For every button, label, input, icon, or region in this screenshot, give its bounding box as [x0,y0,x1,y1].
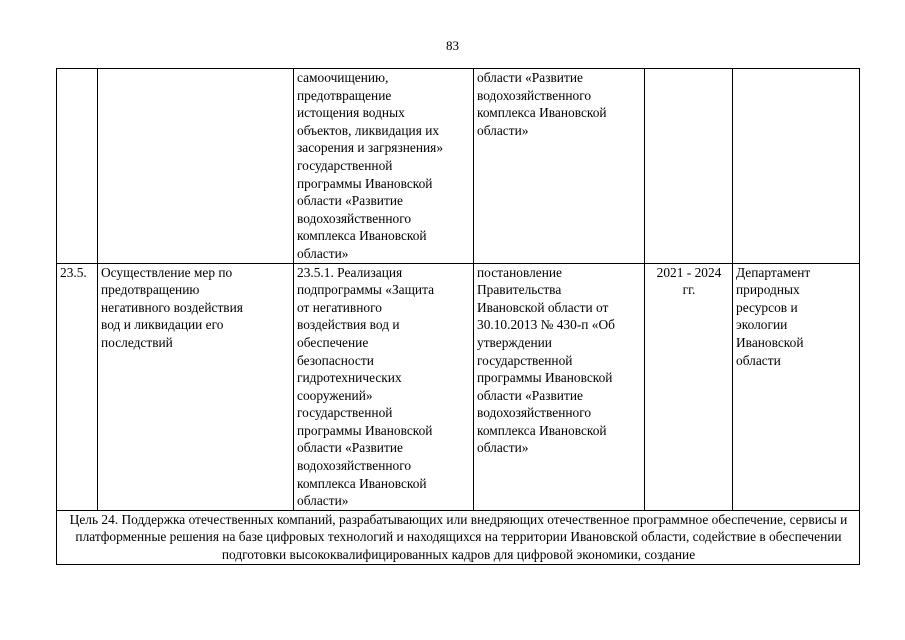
subprogram-cell: 23.5.1. Реализация подпрограммы «Защита от негативного воздействия вод и обеспечение безопасности гидротехнических сооружений» государственной программы Ивановской области «Развитие водохозяйственного комплекса Ивановской области» [294,263,474,510]
measure-name-cell: Осуществление мер по предотвращению негативного воздействия вод и ликвидации его последствий [98,263,294,510]
table-row [57,69,860,264]
legal-document-cell: области «Развитие водохозяйственного комплекса Ивановской области» [474,69,645,264]
measure-name-cell [98,69,294,264]
period-cell: 2021 - 2024 гг. [645,263,733,510]
subprogram-cell: самоочищению, предотвращение истощения водных объектов, ликвидация их засорения и загрязнения» государственной программы Ивановской области «Развитие водохозяйственного комплекса Ивановской области» [294,69,474,264]
goal-row [57,510,860,564]
measures-table [56,68,860,565]
executor-cell: Департамент природных ресурсов и экологии Ивановской области [733,263,860,510]
executor-cell [733,69,860,264]
page-number: 83 [446,38,459,53]
row-number-cell [57,69,98,264]
table-row [57,263,860,510]
row-number-cell: 23.5. [57,263,98,510]
goal-text-cell: Цель 24. Поддержка отечественных компаний, разрабатывающих или внедряющих отечественное программное обеспечение, сервисы и платформенные решения на базе цифровых технологий и находящихся на территории Ивановской области, содействие в обеспечении подготовки высококвалифицированных кадров для цифровой экономики, создание [57,510,860,564]
legal-document-cell: постановление Правительства Ивановской области от 30.10.2013 № 430-п «Об утверждении государственной программы Ивановской области «Развитие водохозяйственного комплекса Ивановской области» [474,263,645,510]
period-cell [645,69,733,264]
